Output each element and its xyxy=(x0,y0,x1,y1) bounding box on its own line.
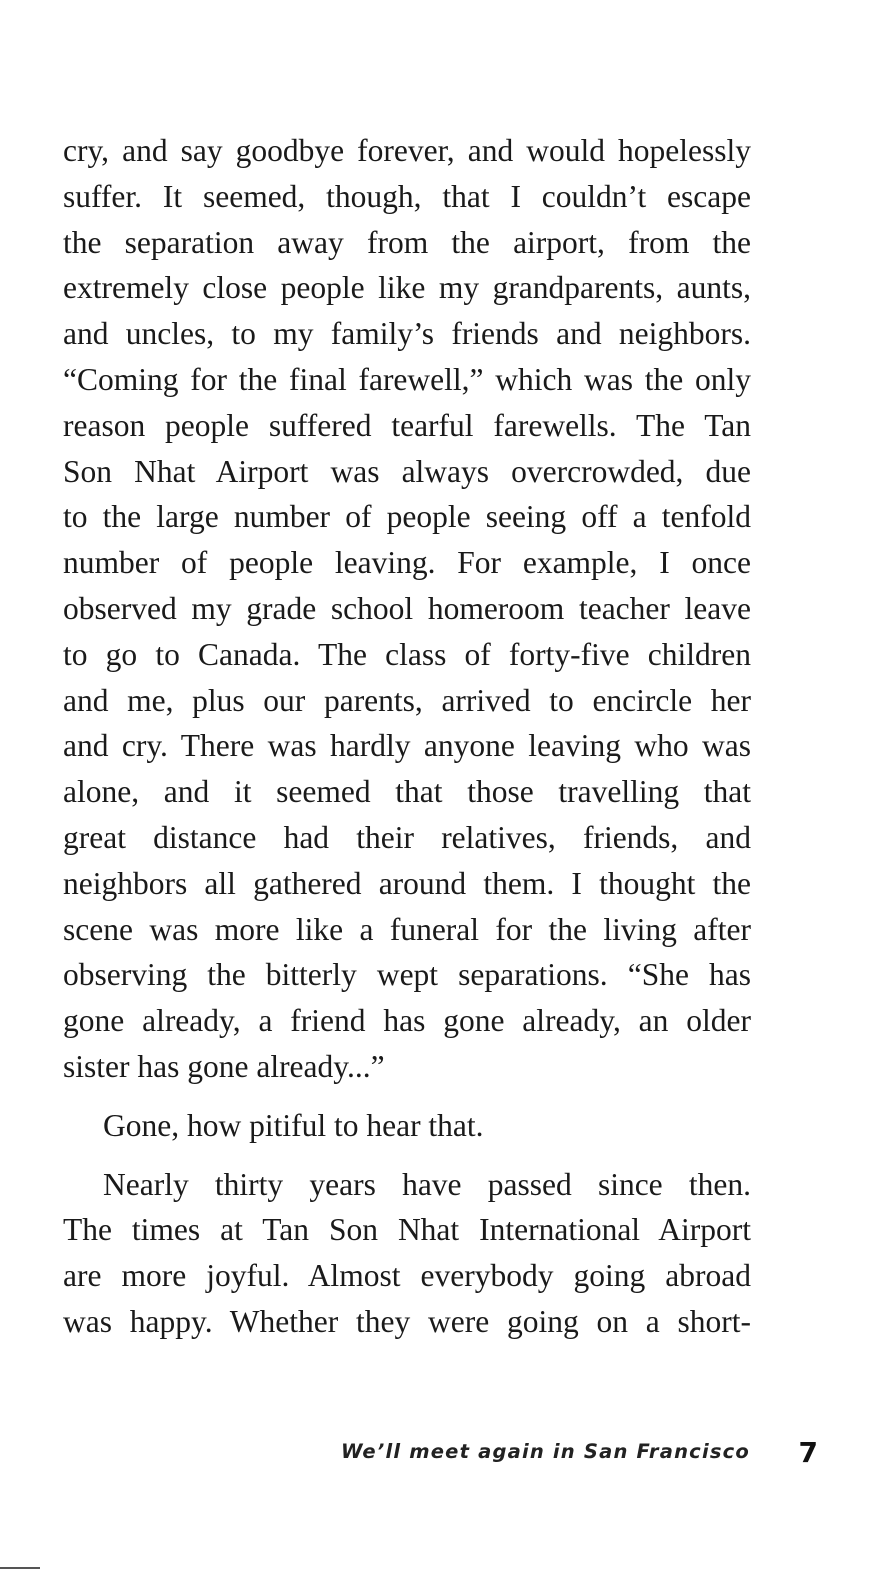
text-line: to the large number of people seeing off a tenfold xyxy=(63,499,751,535)
text-line: cry, and say goodbye forever, and would hopelessly xyxy=(63,133,751,168)
text-line: The times at Tan Son Nhat International Airport xyxy=(63,1212,751,1248)
text-line: and me, plus our parents, arrived to encircle her xyxy=(63,682,751,718)
text-line: alone, and it seemed that those travelling that xyxy=(63,774,751,810)
text-line: the separation away from the airport, from the xyxy=(63,224,751,260)
text-line: Gone, how pitiful to hear that. xyxy=(103,1107,484,1143)
text-line: “Coming for the final farewell,” which was the only xyxy=(63,361,751,397)
scan-edge-mark xyxy=(0,1567,40,1569)
paragraph-3 xyxy=(63,1162,751,1345)
text-line: and uncles, to my family’s friends and neighbors. xyxy=(63,316,751,352)
text-line: to go to Canada. The class of forty-five children xyxy=(63,636,751,672)
text-line: great distance had their relatives, friends, and xyxy=(63,819,751,855)
running-title: We’ll meet again in San Francisco xyxy=(340,1440,750,1463)
text-line: are more joyful. Almost everybody going abroad xyxy=(63,1258,751,1294)
paragraph-2 xyxy=(63,1103,751,1149)
text-line: scene was more like a funeral for the living after xyxy=(63,911,751,947)
text-line: observing the bitterly wept separations. “She has xyxy=(63,957,751,993)
text-line: Nearly thirty years have passed since then. xyxy=(103,1166,751,1202)
text-line: reason people suffered tearful farewells. The Tan xyxy=(63,407,751,443)
text-line: was happy. Whether they were going on a short- xyxy=(63,1303,751,1339)
page-number: 7 xyxy=(798,1436,818,1469)
page-footer xyxy=(0,1436,875,1476)
text-line: Son Nhat Airport was always overcrowded, due xyxy=(63,453,751,489)
text-line: neighbors all gathered around them. I thought the xyxy=(63,865,751,901)
text-line: extremely close people like my grandparents, aunts, xyxy=(63,270,751,306)
text-line: sister has gone already...” xyxy=(63,1048,385,1084)
text-line: and cry. There was hardly anyone leaving who was xyxy=(63,728,751,764)
text-line: number of people leaving. For example, I once xyxy=(63,545,751,581)
body-text xyxy=(63,128,751,1345)
paragraph-1 xyxy=(63,128,751,1090)
text-line: gone already, a friend has gone already, an older xyxy=(63,1003,751,1039)
text-line: suffer. It seemed, though, that I couldn’t escape xyxy=(63,178,751,214)
text-line: observed my grade school homeroom teacher leave xyxy=(63,590,751,626)
